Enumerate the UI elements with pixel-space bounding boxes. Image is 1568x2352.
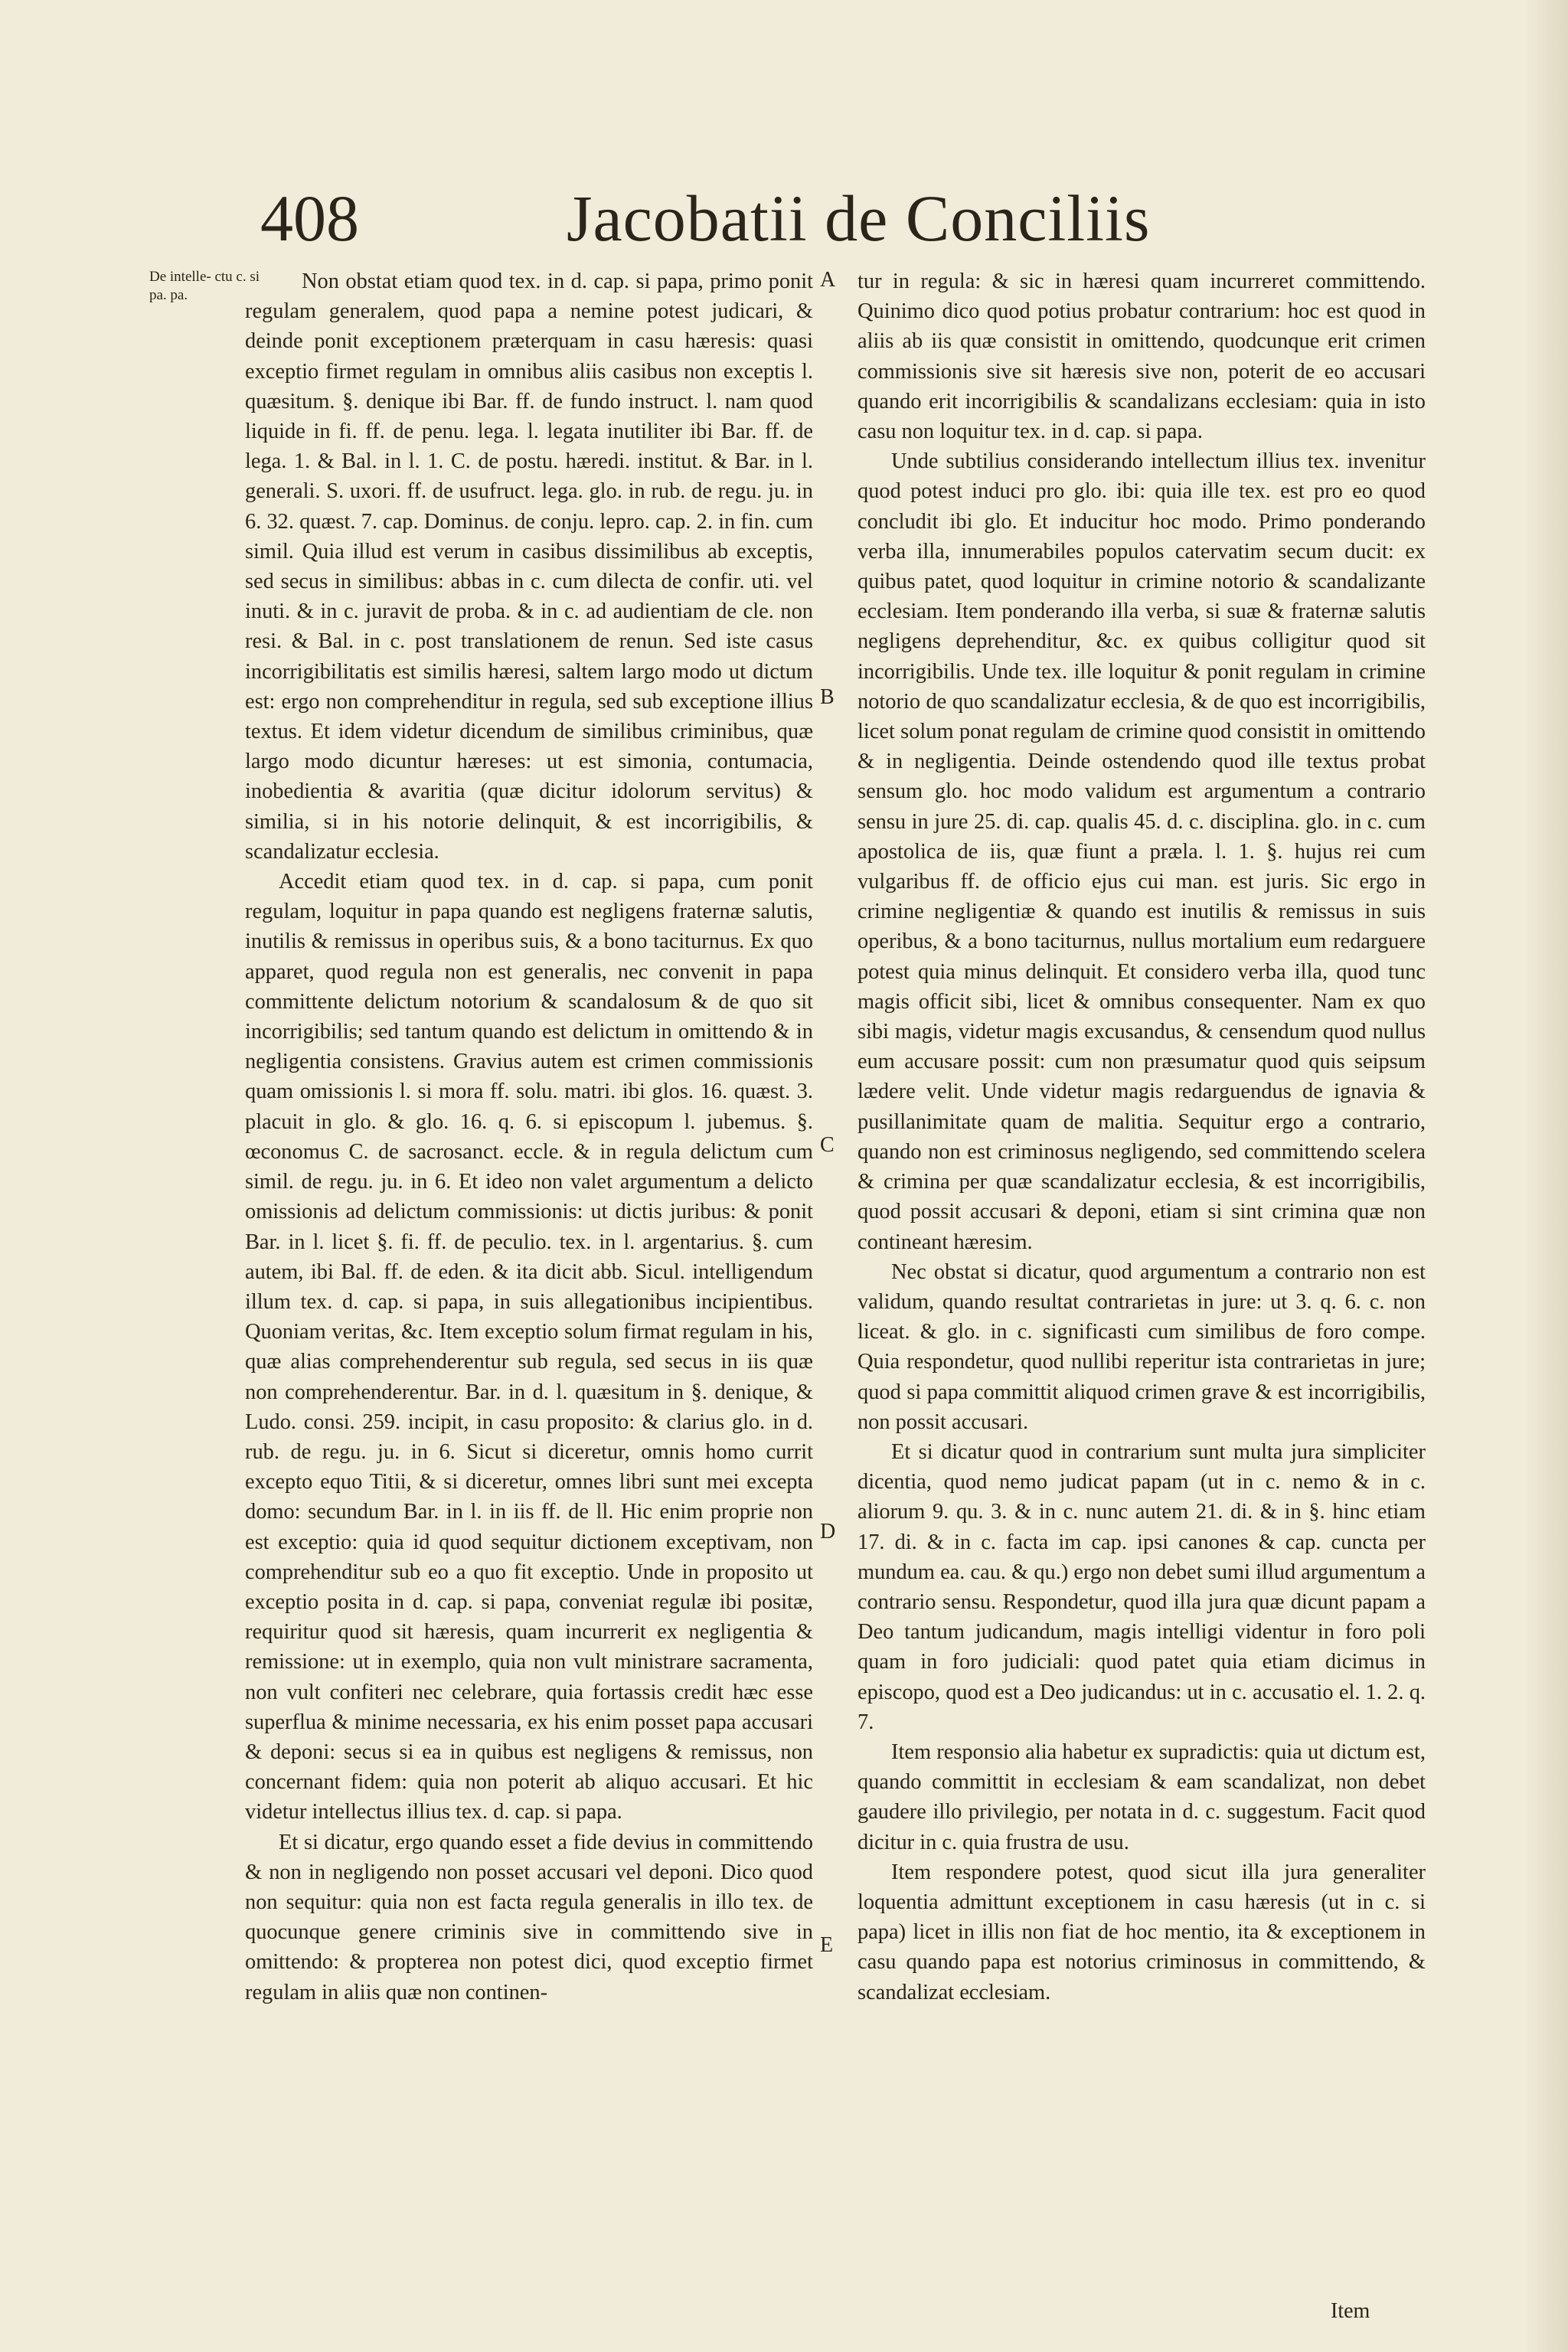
right-paragraph-4: Et si dicatur quod in contrarium sunt multa jura simpliciter dicentia, quod nemo judicat papam (ut in c. nemo & in c. aliorum 9. qu. 3. & in c. nunc autem 21. di. & in §. hinc etiam 17. di. & in c. facta im cap. ipsi canones & cap. cuncta per mundum ea. cau. & qu.) ergo non debet sumi illud argumentum a contrario sensu. Respondetur, quod illa jura quæ dicunt papam a Deo tantum judicandum, magis intelligi videntur in foro poli quam in foro judiciali: quod patet quia etiam dicimus in episcopo, quod est a Deo judicandus: ut in c. accusatio el. 1. 2. q. 7. [858,1439,1426,1734]
catchword: Item [1331,2299,1370,2323]
marginal-note: De intelle- ctu c. si pa. pa. [149,269,260,303]
left-paragraph-3: Et si dicatur, ergo quando esset a fide devius in committendo & non in negligendo non posset accusari vel deponi. Dico quod non sequitur: quia non est facta regula generalis in illo tex. de quocunque genere criminis sive in committendo sive in omittendo: & propterea non potest dici, quod exceptio firmet regulam in aliis quæ non continen- [245,1830,813,2004]
margin-marker-d: D [820,1520,836,1544]
right-column [858,266,1426,2007]
left-paragraph-1: Non obstat etiam quod tex. in d. cap. si papa, primo ponit regulam generalem, quod papa a nemine potest judicari, & deinde ponit exceptionem præterquam in casu hæresis: quasi exceptio firmet regulam in omnibus aliis casibus non exceptis l. quæsitum. §. denique ibi Bar. ff. de fundo instruct. l. nam quod liquide in fi. ff. de penu. lega. l. legata inutiliter ibi Bar. ff. de lega. 1. & Bal. in l. 1. C. de postu. hæredi. institut. & Bar. in l. generali. S. uxori. ff. de usufruct. lega. glo. in rub. de regu. ju. in 6. 32. quæst. 7. cap. Dominus. de conju. lepro. cap. 2. in fin. cum simil. Quia illud est verum in casibus dissimilibus ab exceptis, sed secus in similibus: abbas in c. cum dilecta de confir. uti. vel inuti. & in c. juravit de proba. & in c. ad audientiam de cle. non resi. & Bal. in c. post translationem de renun. Sed iste casus incorrigibilitatis est similis hæresi, saltem largo modo ut dictum est: ergo non comprehenditur in regula, sed sub exceptione illius textus. Et idem videtur dicendum de similibus criminibus, quæ largo modo dicuntur hæreses: ut est simonia, contumacia, inobedientia & avaritia (quæ dicitur idolorum servitus) & similia, si in his notorie delinquit, & est incorrigibilis, & scandalizatur ecclesia. [245,270,813,864]
left-paragraph-2: Accedit etiam quod tex. in d. cap. si papa, cum ponit regulam, loquitur in papa quando est negligens fraternæ salutis, inutilis & remissus in operibus suis, & a bono taciturnus. Ex quo apparet, quod regula non est generalis, nec convenit in papa committente delictum notorium & scandalosum & de quo sit incorrigibilis; sed tantum quando est delictum in omittendo & in negligentia consistens. Gravius autem est crimen commissionis quam omissionis l. si mora ff. solu. matri. ibi glos. 16. quæst. 3. placuit in glo. & glo. 16. q. 6. si episcopum l. jubemus. §. œconomus C. de sacrosanct. eccle. & in regula delictum cum simil. de regu. ju. in 6. Et ideo non valet argumentum a delicto omissionis ad delictum commissionis: ut dictis juribus: & ponit Bar. in l. licet §. fi. ff. de peculio. tex. in l. argentarius. §. cum autem, ibi Bal. ff. de eden. & ita dicit abb. Sicul. intelligendum illum tex. d. cap. si papa, in suis allegationibus incipientibus. Quoniam veritas, &c. Item exceptio solum firmat regulam in his, quæ alias comprehenderentur sub regula, sed secus in iis quæ non comprehenderentur. Bar. in d. l. quæsitum in §. denique, & Ludo. consi. 259. incipit, in casu proposito: & clarius glo. in d. rub. de regu. ju. in 6. Sicut si diceretur, omnis homo currit excepto equo Titii, & si diceretur, omnes libri sunt mei excepta domo: secundum Bar. in l. in iis ff. de ll. Hic enim proprie non est exceptio: quia id quod sequitur dictionem exceptivam, non comprehenditur sub eo a quo fit exceptio. Unde in proposito ut exceptio posita in d. cap. si papa, conveniat regulæ ibi positæ, requiritur quod sit hæresis, quam incurrerit ex negligentia & remissione: ut in exemplo, quia non vult ministrare sacramenta, non vult confiteri nec celebrare, quia fortassis credit hæc esse superflua & minime necessaria, ex his enim posset papa accusari & deponi: secus si ea in quibus est negligens & remissus, non concernant fidem: quia non poterit ab aliquo accusari. Et hic videtur intellectus illius tex. d. cap. si papa. [245,870,813,1824]
margin-marker-a: A [820,268,836,292]
margin-marker-e: E [820,1933,834,1957]
right-paragraph-3: Nec obstat si dicatur, quod argumentum a contrario non est validum, quando resultat contrarietas in jure: ut 3. q. 6. c. non liceat. & glo. in c. significasti cum similibus de foro compe. Quia respondetur, quod nullibi reperitur ista contrarietas in jure; quod si papa committit aliquod crimen grave & est incorrigibilis, non possit accusari. [858,1259,1426,1434]
margin-marker-c: C [820,1133,835,1157]
right-paragraph-2: Unde subtilius considerando intellectum illius tex. invenitur quod potest induci pro glo. ibi: quia ille tex. est pro eo quod concludit ibi glo. Et inducitur hoc modo. Primo ponderando verba illa, innumerabiles populos catervatim secum ducit: ex quibus patet, quod loquitur in crimine notorio & scandalizante ecclesiam. Item ponderando illa verba, si suæ & fraternæ salutis negligens deprehenditur, &c. ex quibus colligitur quod sit incorrigibilis. Unde tex. ille loquitur & ponit regulam in crimine notorio de quo scandalizatur ecclesia, & de quo est incorrigibilis, licet solum ponat regulam de crimine quod consistit in omittendo & in negligentia. Deinde ostendendo quod ille textus probat sensum glo. hoc modo validum est argumentum a contrario sensu in jure 25. di. cap. qualis 45. d. c. disciplina. glo. in c. cum apostolica de iis, quæ fiunt a præla. l. 1. §. hujus rei cum vulgaribus ff. de officio ejus cui man. est juris. Sic ergo in crimine negligentiæ & quando est inutilis & remissus in suis operibus, & a bono taciturnus, nullus mortalium eum redarguere potest quia minus delinquit. Et considero verba illa, quod tunc magis officit sibi, licet & omnibus consequenter. Nam ex quo sibi magis, videtur magis excusandus, & censendum quod nullus eum accusare possit: cum non præsumatur quod quis seipsum lædere velit. Unde videtur magis redarguendus de ignavia & pusillanimitate quam de malitia. Sequitur ergo a contrario, quando non est criminosus negligendo, sed committendo scelera & crimina per quæ scandalizatur ecclesia, & est incorrigibilis, quod possit accusari & deponi, etiam si sint crimina quæ non contineant hæresim. [858,449,1426,1254]
page-header [260,180,1217,264]
left-column [245,266,813,2007]
right-paragraph-5: Item responsio alia habetur ex supradictis: quia ut dictum est, quando committit in ecclesiam & eam scandalizat, non debet gaudere illo privilegio, per notata in d. c. suggestum. Facit quod dicitur in c. quia frustra de usu. [858,1740,1426,1854]
right-paragraph-6: Item respondere potest, quod sicut illa jura generaliter loquentia admittunt exceptionem in casu hæresis (ut in c. si papa) licet in illis non fiat de hoc mentio, ita & exceptionem in casu quando papa est notorius criminosus in committendo, & scandalizat ecclesiam. [858,1860,1426,2004]
page-number: 408 [260,181,359,255]
page-edge-shading [1522,0,1568,2352]
running-title: Jacobatii de Conciliis [567,181,1151,255]
margin-marker-b: B [820,685,835,709]
right-paragraph-1: tur in regula: & sic in hæresi quam incurreret committendo. Quinimo dico quod potius probatur contrarium: hoc est quod in aliis ab iis quæ consistit in omittendo, quodcunque erit crimen commissionis sive sit hæresis sive non, poterit de eo accusari quando erit incorrigibilis & scandalizans ecclesiam: quia in isto casu non loquitur tex. in d. cap. si papa. [858,270,1426,444]
